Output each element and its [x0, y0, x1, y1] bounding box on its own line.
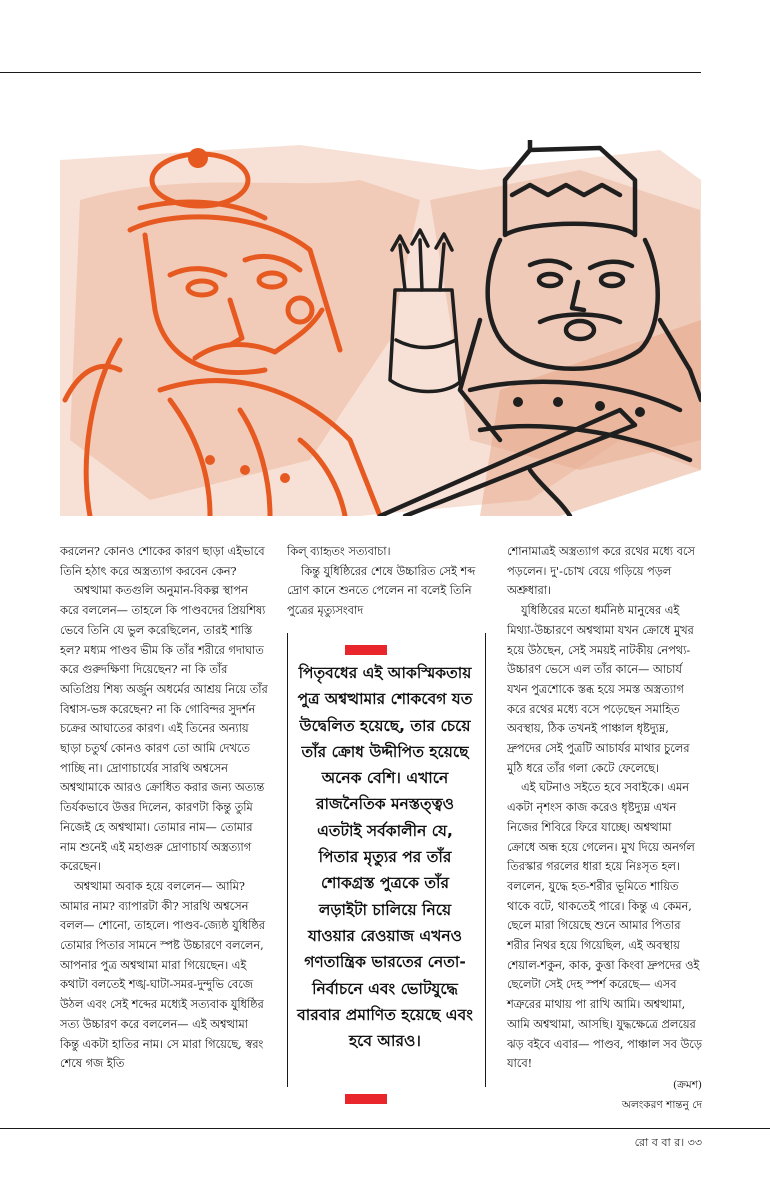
col3-paragraph-1: শোনামাত্রই অস্ত্রত্যাগ করে রথের মধ্যে বসে পড়লেন। দু'-চোখ বেয়ে গড়িয়ে পড়ল অশ্রুধারা। — [507, 545, 695, 598]
illustrator-credit: অলংকরণ শান্তনু দে — [621, 1099, 702, 1111]
col2-paragraph-1: কিল্ ব্যাহৃতং সত্যবাচা। — [287, 545, 391, 558]
column-2 — [287, 542, 482, 621]
pullquote-bar-bottom — [345, 1094, 387, 1104]
page-footer: রো ব বা র। ৩৩ — [634, 1136, 702, 1149]
col3-paragraph-3: এই ঘটনাও সইতে হবে সবাইকে। এমন একটা নৃশংস কাজ করেও ধৃষ্টদ্যুম্ন এখন নিজের শিবিরে ফিরে যাচ্ছে। অশ্বত্থামা ক্রোধে অন্ধ হয়ে গেলেন। মুখ দিয়ে অনর্গল তিরস্কার গরলের ধারা হয়ে নিঃসৃত হল। বললেন, যুদ্ধে হত-শরীর ভূমিতে শায়িত থাকে বটে, থাকতেই পারে। কিন্তু এ কেমন, ছেলে মারা গিয়েছে শুনে আমার পিতার শরীর নিথর হয়ে গিয়েছিল, এই অবস্থায় শেয়াল-শকুন, কাক, কুত্তা কিংবা দ্রুপদের ওই ছেলেটা সেই দেহ স্পর্শ করেছে— এসব শত্রুরের মাথায় পা রাখি আমি। অশ্বত্থামা, আমি অশ্বত্থামা, আসছি। যুদ্ধক্ষেত্রে প্রলয়ের ঝড় বইবে এবার— পাণ্ডব, পাঞ্চাল সব উড়ে যাবে! — [507, 781, 702, 1071]
serial-note: (ক্রমশ) — [672, 1079, 702, 1091]
column-1 — [60, 542, 270, 1074]
illustration-drona-ashwatthama — [60, 140, 701, 516]
pullquote-bar-top — [345, 645, 387, 655]
col1-paragraph-3: অশ্বত্থামা অবাক হয়ে বললেন— আমি? আমার নাম? ব্যাপারটা কী? সারথি অশ্বসেন বলল— শোনো, তাহলে। পাণ্ডব-জ্যেষ্ঠ যুধিষ্ঠির তোমার পিতার সামনে স্পষ্ট উচ্চারণে বললেন, আপনার পুত্র অশ্বত্থামা মারা গিয়েছেন। এই কথাটা বলতেই শঙ্খ-ঘাটা-সমর-দুন্দুভি বেজে উঠল এবং সেই শব্দের মধ্যেই সত্যবাক যুধিষ্ঠির সত্য উচ্চারণ করে বললেন— এই অশ্বত্থামা কিন্তু একটা হাতির নাম। সে মারা গিয়েছে, স্বরং শেষে গজ ইতি — [60, 879, 265, 1071]
col2-paragraph-2: কিন্তু যুধিষ্ঠিরের শেষে উচ্চারিত সেই শব্দ দ্রোণ কানে শুনতে পেলেন না বলেই তিনি পুত্রের মৃত্যুসংবাদ — [287, 564, 476, 618]
illustration-drawing — [60, 140, 701, 516]
top-rule — [0, 72, 701, 73]
pullquote: পিতৃবধের এই আকস্মিকতায় পুত্র অশ্বত্থামার শোকবেগ যত উদ্বেলিত হয়েছে, তার চেয়ে তাঁর ক্রোধ উদ্দীপিত হয়েছে অনেক বেশি। এখানে রাজনৈতিক মনস্তত্ত্বও এতটাই সর্বকালীন যে, পিতার মৃত্যুর পর তাঁর শোকগ্রস্ত পুত্রকে তাঁর লড়াইটা চালিয়ে নিয়ে যাওয়ার রেওয়াজ এখনও গণতান্ত্রিক ভারতের নেতা-নির্বাচনে এবং ভোটযুদ্ধে বারবার প্রমাণিত হয়েছে এবং হবে আরও। — [297, 664, 473, 1051]
bottom-rule — [0, 1128, 770, 1129]
col3-paragraph-2: যুধিষ্ঠিরের মতো ধর্মনিষ্ঠ মানুষের এই মিথ্যা-উচ্চারণে অশ্বত্থামা যখন ক্রোধে মুখর হয়ে উঠছেন, সেই সময়ই নাটকীয় নেপথ্য-উচ্চারণ ভেসে এল তাঁর কানে— আচার্য যখন পুত্রশোকে স্তব্ধ হয়ে সমস্ত অস্ত্রত্যাগ করে রথের মধ্যে বসে পড়েছেন সমাহিত অবস্থায়, ঠিক তখনই পাঞ্চাল ধৃষ্টদ্যুম্ন, দ্রুপদের সেই পুত্রটি আচার্যর মাথার চুলের মুঠি ধরে তাঁর গলা কেটে ফেলেছে। — [507, 604, 694, 775]
col1-paragraph-2: অশ্বত্থামা কতগুলি অনুমান-বিকল্প স্থাপন করে বললেন— তাহলে কি পাণ্ডবদের প্রিয়শিষ্য ভেবে তিনি যে ভুল করেছিলেন, তারই শাস্তি হল? মধ্যম পাণ্ডব ভীম কি তাঁর শরীরে গদাঘাত করে গুরুদক্ষিণা দিয়েছেন? না কি তাঁর অতিপ্রিয় শিষ্য অর্জুন অধর্মের আশ্রয় নিয়ে তাঁর বিশ্বাস-ভঙ্গ করেছেন? না কি গোবিন্দর সুদর্শন চক্রের আঘাতের কারণ। এই তিনের অন্যায় ছাড়া চতুর্থ কোনও কারণ তো আমি দেখতে পাচ্ছি না। দ্রোণাচার্যের সারথি অশ্বসেন অশ্বত্থামাকে আরও ক্রোধিত করার জন্য অত্যন্ত তির্যকভাবে উত্তর দিলেন, কারণটা কিন্তু তুমি নিজেই হে অশ্বত্থামা। তোমার নাম— তোমার নাম শুনেই এই মহাগুরু দ্রোণাচার্য অস্ত্রত্যাগ করেছেন। — [60, 584, 268, 874]
column-3 — [507, 542, 702, 1074]
col1-paragraph-1: করলেন? কোনও শোকের কারণ ছাড়া এইভাবে তিনি হঠাৎ করে অস্ত্রত্যাগ করবেন কেন? — [60, 545, 265, 578]
